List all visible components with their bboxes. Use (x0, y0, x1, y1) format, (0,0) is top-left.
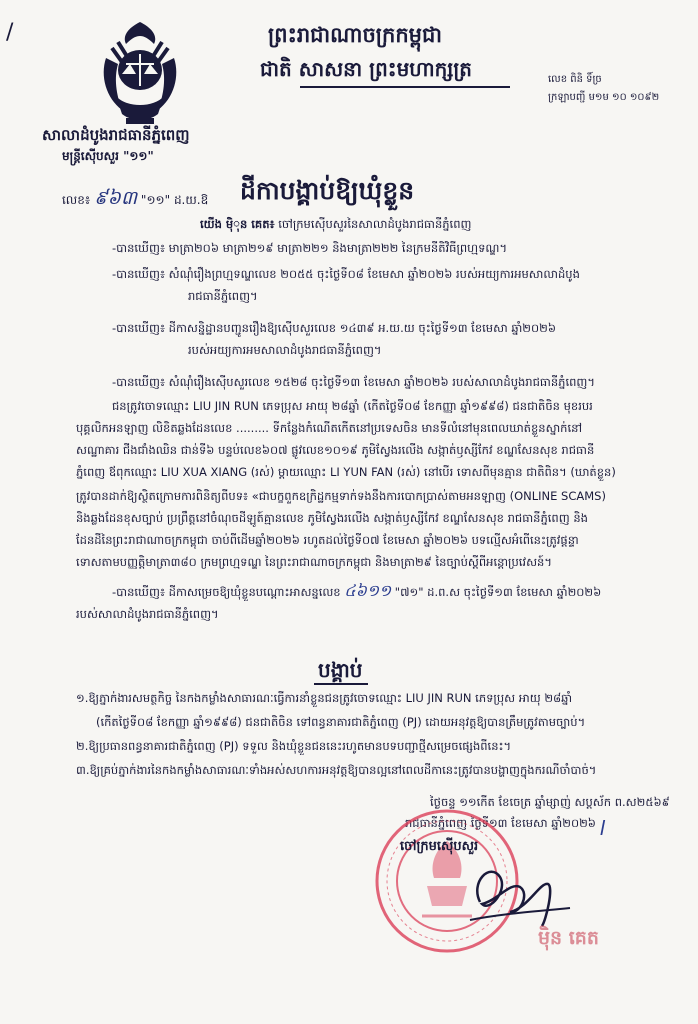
order-underline (314, 683, 368, 685)
intro-rest: ចៅក្រមស៊ើបសួរនៃសាលាដំបូងរាជធានីភ្នំពេញ (274, 217, 472, 231)
lunar-date: ថ្ងៃចន្ទ ១១កើត ខែចេត្រ ឆ្នាំម្សាញ់ សប្តស័ក ព.ស២៥៦៩ (430, 795, 670, 809)
charge-line: ភ្នំពេញ ឪពុកឈ្មោះ LIU XUA XIANG (រស់) ម្តាយឈ្មោះ LI YUN FAN (រស់) នៅបើរ ទោសពីមុនគ្មាន ជាតិពិន។ (ឃាត់ខ្លួន) (76, 465, 616, 479)
charge-line: និងឆ្លងដែនខុសច្បាប់ ប្រព្រឹត្តនៅចំណុចដីឡូត៍គ្មានលេខ ភូមិស្វែងរលើង សង្កាត់ឫស្សីកែវ ខណ្ឌសែនសុខ រាជធានីភ្នំពេញ និង (76, 511, 588, 525)
charge-line: ទោសតាមបញ្ញត្តិមាត្រា៣៨០ ក្រមព្រហ្មទណ្ឌ នៃព្រះរាជាណាចក្រកម្ពុជា និងមាត្រា២៩ នៃច្បាប់ស្តីពីអន្តោប្រវេសន៍។ (76, 555, 552, 569)
place-date: រាជធានីភ្នំពេញ ថ្ងៃទី១៣ ខែមេសា ឆ្នាំ២០២៦ (405, 816, 596, 830)
charge-line: ជនត្រូវចោទឈ្មោះ LIU JIN RUN ភេទប្រុស អាយុ ២៨ឆ្នាំ (កើតថ្ងៃទី០៨ ខែកញ្ញា ឆ្នាំ១៩៩៨) ជនជាតិចិន មុខរបរ (112, 399, 593, 413)
intro-line (200, 214, 471, 235)
charge-line: ដែនដីនៃព្រះរាជាណាចក្រកម្ពុជា ចាប់ពីដើមឆ្នាំ២០២៦ រហូតដល់ថ្ងៃទី០៧ ខែមេសា ឆ្នាំ២០២៦ បទល្មើសអំពើនេះត្រូវផ្តន្ទា (76, 533, 579, 547)
side-note: ក្រឡាបញ្ជី ម១ម ១០ ១០៩២ (548, 92, 660, 103)
order-heading: បង្គាប់ (318, 658, 363, 682)
date-handwritten-mark: ꞁ (600, 812, 606, 836)
seen-decision-prefix: -បានឃើញ៖ ដីកាសម្រេចឱ្យឃុំខ្លួនបណ្តោះអាសន្នលេខ (112, 585, 341, 599)
seen-line: -បានឃើញ៖ ដីកាសន្និដ្ឋានបញ្ជូនរឿងឱ្យស៊ើបសួរលេខ ១៤៣៩ អ.យ.យ ចុះថ្ងៃទី១៣ ខែមេសា ឆ្នាំ២០២៦ (112, 321, 556, 335)
seen-decision-suffix: "៧១" ដ.ព.ស ចុះថ្ងៃទី១៣ ខែមេសា ឆ្នាំ២០២៦ (394, 585, 602, 599)
side-note: លេខ ពិនិ ទិ៍ច្រ (548, 74, 602, 85)
seen-line: -បានឃើញ៖ សំណុំរឿងព្រហ្មទណ្ឌលេខ ២០៥៥ ចុះថ្ងៃទី០៨ ខែមេសា ឆ្នាំ២០២៦ របស់អយ្យការអមសាលាដំបូង (112, 267, 580, 281)
court-emblem-icon (92, 18, 188, 130)
handwritten-signature (450, 842, 580, 932)
seen-line: -បានឃើញ៖ មាត្រា២០៦ មាត្រា២១៩ មាត្រា២២១ និងមាត្រា២២២ នៃក្រមនីតិវិធីព្រហ្មទណ្ឌ។ (112, 241, 508, 255)
reference-number (62, 186, 208, 214)
decision-handwritten-number: ៤៦១១ (344, 581, 392, 600)
seen-line: រាជធានីភ្នំពេញ។ (188, 289, 258, 303)
kingdom-heading: ព្រះរាជាណាចក្រកម្ពុជា (268, 23, 443, 47)
charge-line: ត្រូវបានដាក់ឱ្យស្ថិតក្រោមការពិនិត្យពីបទ៖ «ជាបក្ខពួកឧក្រិដ្ឋកម្មទាក់ទងនឹងការបោកប្រាស់តាមអនឡាញ (ONLINE SCAMS) (76, 489, 606, 503)
charge-line: សណ្ឋាគារ ជីងជាំងឈិន ជាន់ទី៦ បន្ទប់លេខ៦០៧ ផ្លូវលេខ១០១៩ ភូមិស្វែងរលើង សង្កាត់ឫស្សីកែវ ខណ្ឌសែនសុខ រាជធានី (76, 443, 595, 457)
ref-prefix: លេខ៖ (62, 193, 91, 207)
charge-line: បុគ្គលិកអនឡាញ លិខិតឆ្លងដែនលេខ ......... ទីកន្លែងកំណើតកើតនៅប្រទេសចិន មានទីលំនៅមុនពេលឃាត់ខ្លួនស្នាក់នៅ (76, 421, 583, 435)
ref-suffix: "១១" ដ.យ.ឱ (140, 193, 209, 207)
order-item: ២.ឱ្យប្រធានពន្ធនាគារជាតិភ្នំពេញ (PJ) ទទួល និងឃុំខ្លួនជននេះរហូតមានបទបញ្ជាថ្មីសម្រេចផ្សេងពីនេះ។ (76, 739, 512, 753)
judge-name: ម៉ិន គេត (538, 927, 599, 949)
order-item: (កើតថ្ងៃទី០៨ ខែកញ្ញា ឆ្នាំ១៩៩៨) ជនជាតិចិន ទៅពន្ធនាគារជាតិភ្នំពេញ (PJ) ដោយអនុវត្តឱ្យបានត្រឹមត្រូវតាមច្បាប់។ (96, 715, 586, 729)
court-name: សាលាដំបូងរាជធានីភ្នំពេញ (42, 126, 190, 144)
ref-handwritten-number: ៩៦៣ (93, 187, 138, 209)
seen-decision-line: របស់សាលាដំបូងរាជធានីភ្នំពេញ។ (76, 607, 219, 621)
national-motto: ជាតិ សាសនា ព្រះមហាក្សត្រ (260, 57, 472, 81)
judge-title: ចៅក្រមស៊ើបសួរ (400, 839, 479, 854)
judge-office: មន្ត្រីស៊ើបសួរ "១១" (62, 149, 154, 163)
seen-line: របស់អយ្យការអមសាលាដំបូងរាជធានីភ្នំពេញ។ (188, 343, 382, 357)
document-title: ដីកាបង្គាប់ឱ្យឃុំខ្លួន (240, 176, 415, 205)
seen-decision-line (112, 580, 601, 603)
seen-line: -បានឃើញ៖ សំណុំរឿងស៊ើបសួរលេខ ១៥២៨ ចុះថ្ងៃទី១៣ ខែមេសា ឆ្នាំ២០២៦ របស់សាលាដំបូងរាជធានីភ្នំពេញ។ (112, 375, 595, 389)
order-item: ១.ឱ្យភ្នាក់ងារសមត្ថកិច្ច នៃកងកម្លាំងសាធារណៈធ្វើការនាំខ្លួនជនត្រូវចោទឈ្មោះ LIU JIN RUN ភេទប្រុស អាយុ ២៨ឆ្នាំ (76, 691, 573, 705)
judge-intro: យើង ម៉ិុន គេត៖ (200, 217, 275, 231)
motto-divider (300, 86, 510, 88)
handwritten-mark: / (6, 20, 14, 45)
order-item: ៣.ឱ្យគ្រប់ភ្នាក់ងារនៃកងកម្លាំងសាធារណៈទាំងអស់សហការអនុវត្តឱ្យបានល្អនៅពេលដីកានេះត្រូវបានបង្ហាញក្នុងករណីចាំបាច់។ (76, 763, 597, 777)
